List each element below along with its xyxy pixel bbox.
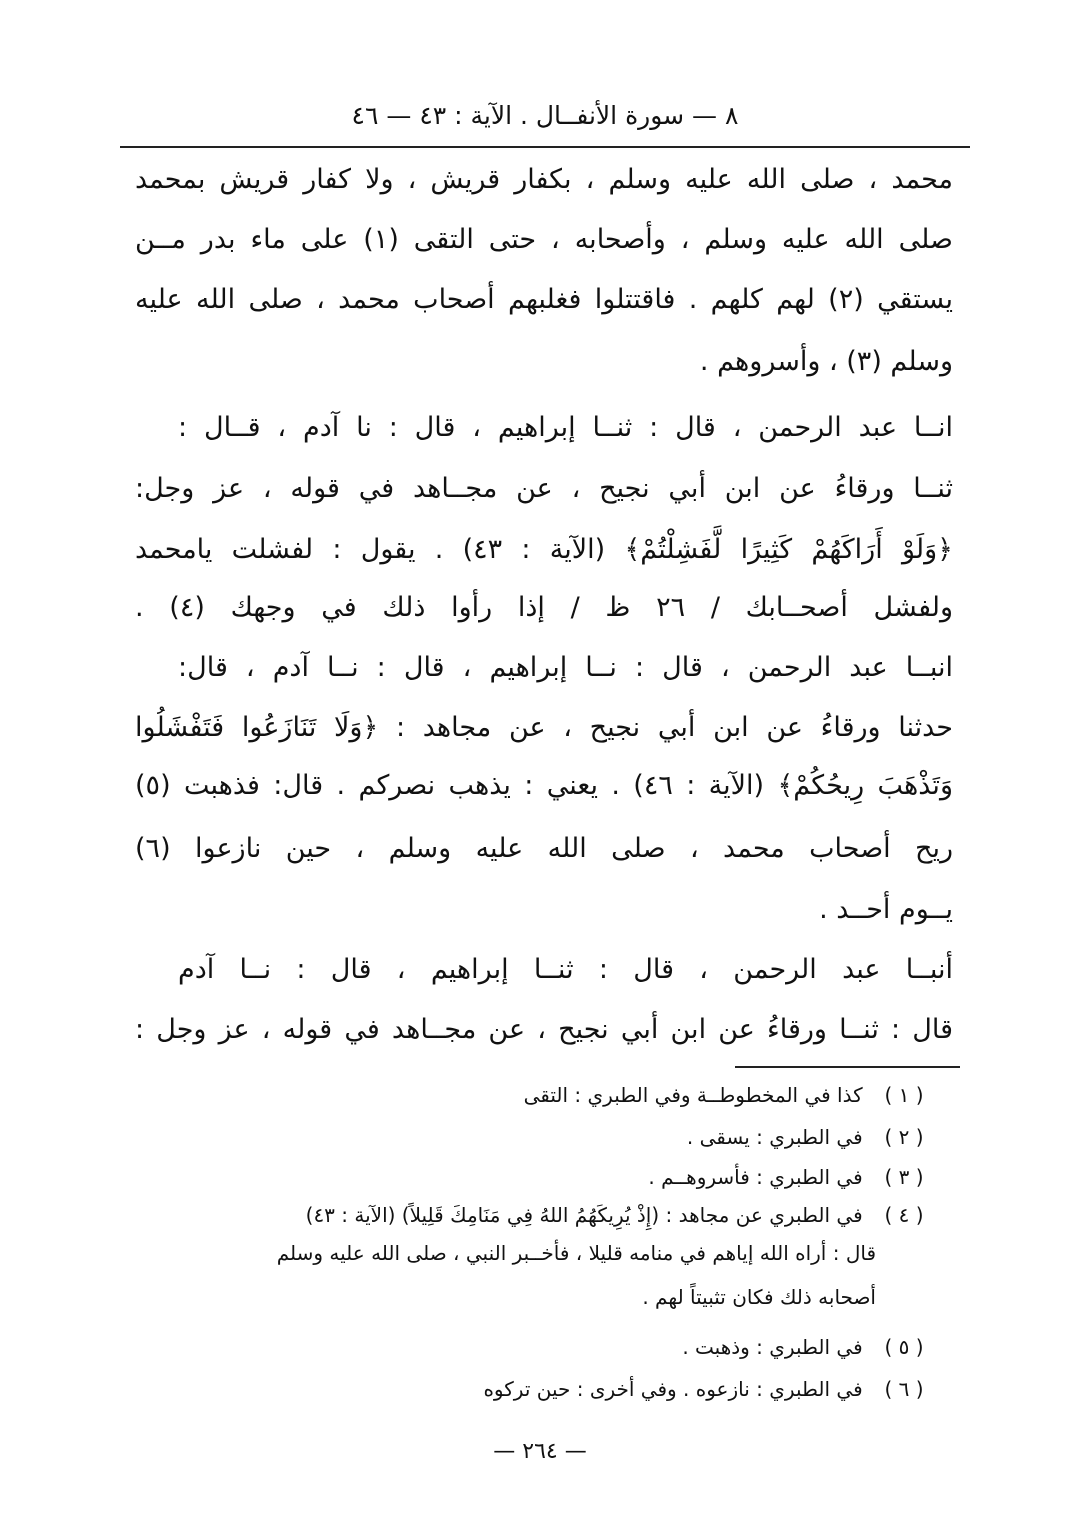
footnote-text: في الطبري : يسقى . (686, 1125, 863, 1149)
running-header: ٨ — سورة الأنفــال . الآية : ٤٣ — ٤٦ (351, 101, 739, 130)
footnote (139, 1158, 939, 1196)
footnote-number: ( ٤ ) (884, 1203, 924, 1227)
header-rule (120, 146, 970, 148)
body-line: ريح أصحاب محمد ، صلى الله عليه وسلم ، حين نازعوا (٦) (135, 833, 953, 864)
footnote-text: كذا في المخطوطــة وفي الطبري : التقى (523, 1083, 863, 1107)
body-line: وَتَذْهَبَ رِيحُكُمْ﴾ (الآية : ٤٦) . يعني : يذهب نصركم . قال: فذهبت (٥) (135, 770, 953, 801)
footnote-text: في الطبري : فأسروهــم . (648, 1165, 863, 1189)
footnote-text: أصحابه ذلك فكان تثبيتاً لهم . (642, 1285, 876, 1309)
page-number: — ٢٦٤ — (493, 1439, 587, 1464)
footnote (139, 1370, 939, 1408)
body-line: انبــا عبد الرحمن ، قال : نــا إبراهيم ، قال : نــا آدم ، قال: (178, 652, 953, 683)
body-line: ﴿وَلَوْ أَرَاكَهُمْ كَثِيرًا لَّفَشِلْتُمْ﴾ (الآية : ٤٣) . يقول : لفشلت يامحمد (135, 534, 953, 565)
footnote-text: في الطبري عن مجاهد : (إِذْ يُرِيكَهُمُ اللهُ فِي مَنَامِكَ قَلِيلاً) (الآية : ٤٣) (305, 1203, 863, 1227)
footnote (139, 1196, 939, 1234)
footnote-number: ( ٥ ) (884, 1335, 924, 1359)
footnote-text: في الطبري : وذهبت . (682, 1335, 863, 1359)
body-line: قال : ثنــا ورقاءُ عن ابن أبي نجيح ، عن مجــاهد في قوله ، عز وجل : (135, 1014, 953, 1045)
body-line: صلى الله عليه وسلم ، وأصحابه ، حتى التقى (١) على ماء بدر مــن (135, 224, 953, 255)
body-line: انــا عبد الرحمن ، قال : ثنــا إبراهيم ، قال : نا آدم ، قــال : (178, 412, 953, 443)
body-line: وسلم (٣) ، وأسروهم . (699, 346, 953, 377)
footnote (139, 1328, 939, 1366)
body-line: ولفشل أصحــابك / ٢٦ ظ / إذا رأوا ذلك في وجهك (٤) . (135, 592, 953, 623)
footnote-number: ( ٢ ) (884, 1125, 924, 1149)
body-line: أنبــا عبد الرحمن ، قال : ثنــا إبراهيم ، قال : نــا آدم (178, 954, 953, 985)
body-line: يستقي (٢) لهم كلهم . فاقتتلوا فغلبهم أصحاب محمد ، صلى الله عليه (135, 284, 953, 315)
footnote-number: ( ١ ) (884, 1083, 924, 1107)
body-line: محمد ، صلى الله عليه وسلم ، بكفار قريش ، ولا كفار قريش بمحمد (135, 164, 953, 195)
footnote-rule (735, 1066, 960, 1068)
body-line: يــوم أحــد . (819, 894, 953, 925)
footnote-text: في الطبري : نازعوه . وفي أخرى : حين تركوه (483, 1377, 863, 1401)
body-line: ثنــا ورقاءُ عن ابن أبي نجيح ، عن مجــاهد في قوله ، عز وجل: (135, 473, 953, 504)
body-line: حدثنا ورقاءُ عن ابن أبي نجيح ، عن مجاهد : ﴿وَلَا تَنَازَعُوا فَتَفْشَلُوا (135, 712, 953, 743)
footnote-continuation (136, 1278, 876, 1316)
footnote (139, 1118, 939, 1156)
footnote-continuation (136, 1234, 876, 1272)
footnote-text: قال : أراه الله إياهم في منامه قليلا ، فأخــبر النبي ، صلى الله عليه وسلم (276, 1241, 876, 1265)
footnote-number: ( ٣ ) (884, 1165, 924, 1189)
footnote-number: ( ٦ ) (884, 1377, 924, 1401)
footnote (139, 1076, 939, 1114)
